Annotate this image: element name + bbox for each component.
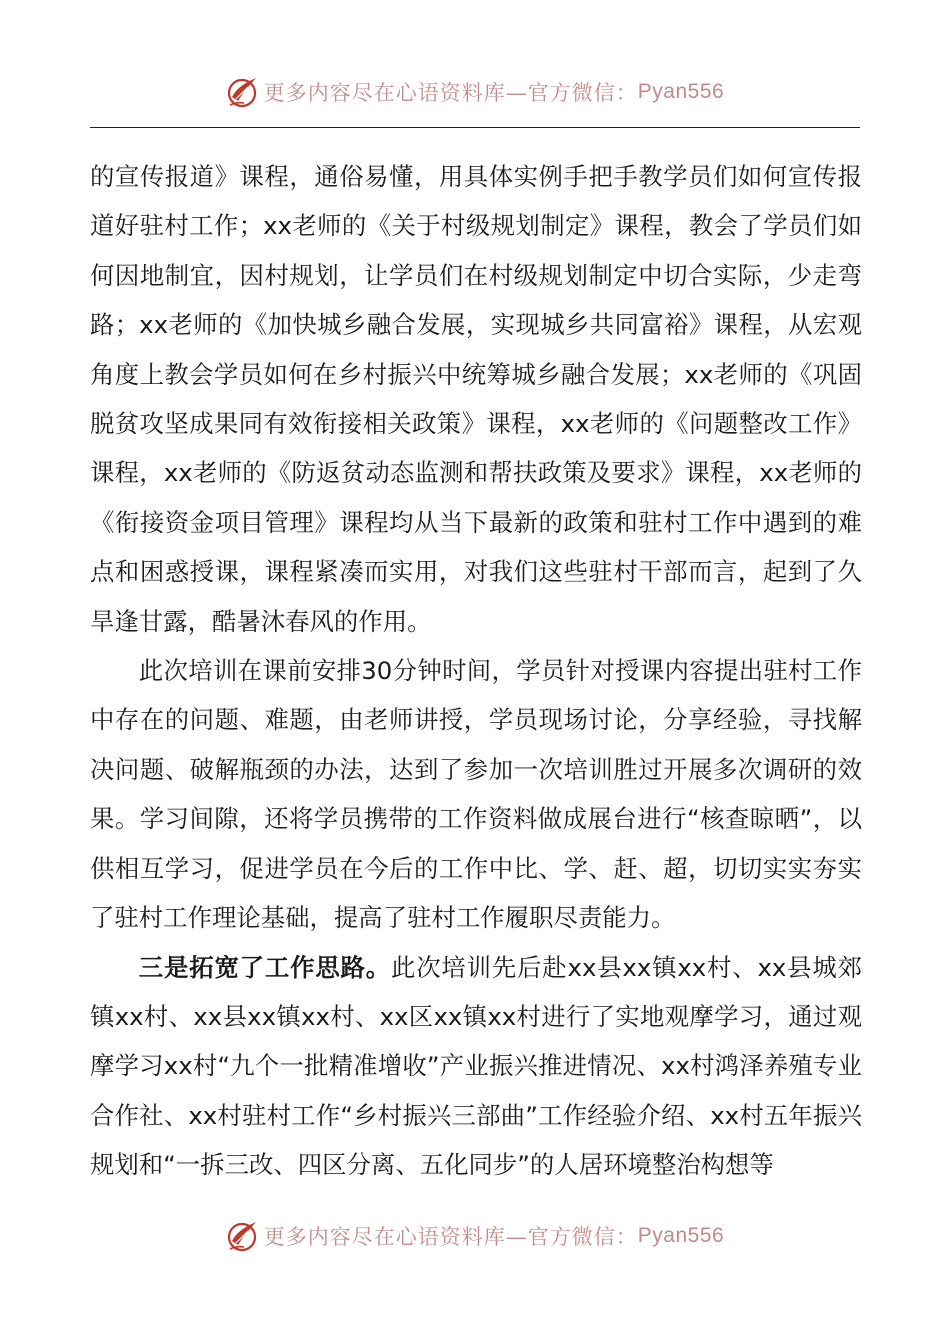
footer-banner xyxy=(0,1216,950,1256)
footer-wechat-id: Pyan556 xyxy=(637,1224,725,1247)
paragraph-lead-heading: 三是拓宽了工作思路。 xyxy=(138,952,391,982)
footer-banner-text: 更多内容尽在心语资料库—官方微信： xyxy=(263,1225,638,1249)
header-banner-text: 更多内容尽在心语资料库—官方微信： xyxy=(263,81,638,105)
header-banner xyxy=(0,72,950,112)
quill-logo-icon xyxy=(226,1219,260,1253)
header-wechat-id: Pyan556 xyxy=(637,80,725,103)
paragraph-continued: 的宣传报道》课程，通俗易懂，用具体实例手把手教学员们如何宣传报道好驻村工作；xx老师的《关于村级规划制定》课程，教会了学员们如何因地制宜，因村规划，让学员们在村级规划制定中切合实际，少走弯路；xx老师的《加快城乡融合发展，实现城乡共同富裕》课程，从宏观角度上教会学员如何在乡村振兴中统筹城乡融合发展；xx老师的《巩固脱贫攻坚成果同有效衔接相关政策》课程，xx老师的《问题整改工作》课程，xx老师的《防返贫动态监测和帮扶政策及要求》课程，xx老师的《衔接资金项目管理》课程均从当下最新的政策和驻村工作中遇到的难点和困惑授课，课程紧凑而实用，对我们这些驻村干部而言，起到了久旱逢甘露，酷暑沐春风的作用。 xyxy=(90,162,862,636)
paragraph-training-arrangement: 此次培训在课前安排30分钟时间，学员针对授课内容提出驻村工作中存在的问题、难题，由老师讲授，学员现场讨论，分享经验，寻找解决问题、破解瓶颈的办法，达到了参加一次培训胜过开展多次调研的效果。学习间隙，还将学员携带的工作资料做成展台进行“核查晾晒”，以供相互学习，促进学员在今后的工作中比、学、赶、超，切切实实夯实了驻村工作理论基础，提高了驻村工作履职尽责能力。 xyxy=(90,656,862,933)
header-divider xyxy=(90,127,860,128)
paragraph-broaden-thinking xyxy=(90,943,862,1190)
paragraph-body-text: 此次培训先后赴xx县xx镇xx村、xx县城郊镇xx村、xx县xx镇xx村、xx区xx镇xx村进行了实地观摩学习，通过观摩学习xx村“九个一批精准增收”产业振兴推进情况、xx村鸿泽养殖专业合作社、xx村驻村工作“乡村振兴三部曲”工作经验介绍、xx村五年振兴规划和“一拆三改、四区分离、五化同步”的人居环境整治构想等 xyxy=(90,952,862,1180)
document-body xyxy=(90,152,862,1190)
quill-logo-icon xyxy=(226,75,260,109)
